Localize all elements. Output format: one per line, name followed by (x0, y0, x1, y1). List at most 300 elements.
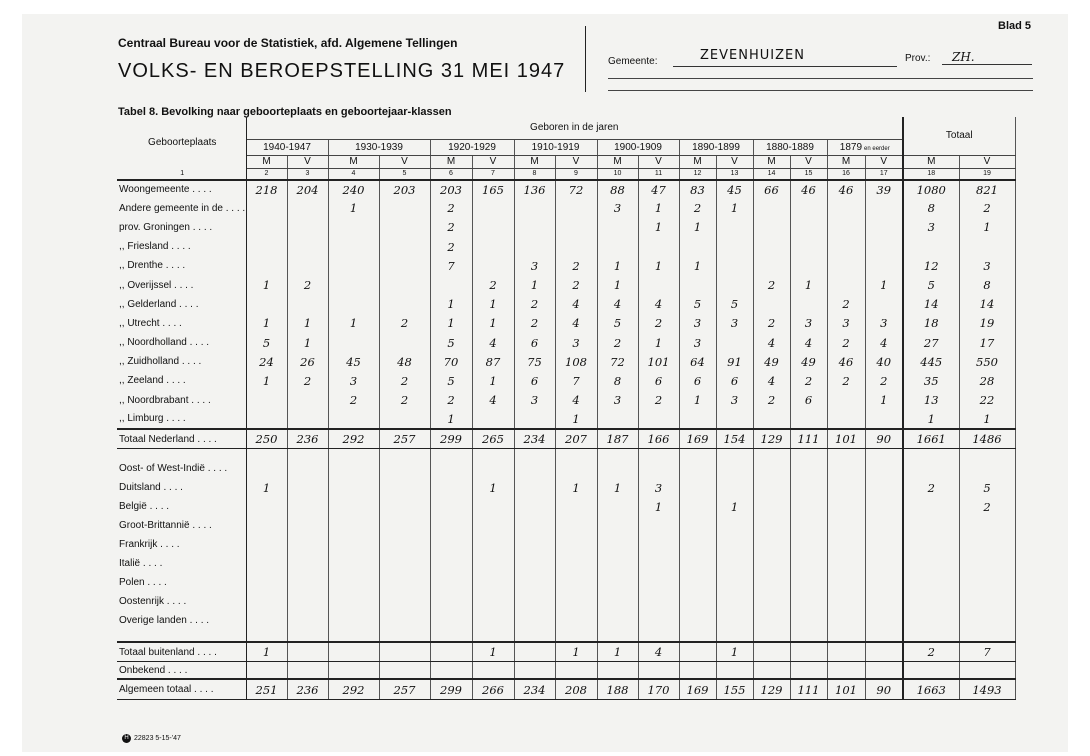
year-group-header (597, 139, 679, 155)
value-cell (379, 573, 430, 592)
value-cell: 6 (514, 371, 555, 390)
value-cell: 2 (287, 275, 328, 294)
value-cell: 266 (472, 679, 514, 699)
row-label (117, 429, 246, 449)
value-cell: 2 (430, 237, 472, 256)
value-cell (903, 554, 959, 573)
foreign-birthplace-row (117, 478, 1015, 497)
value-cell (472, 218, 514, 237)
value-cell: 2 (514, 314, 555, 333)
value-cell (287, 256, 328, 275)
value-cell (472, 592, 514, 611)
value-cell (379, 611, 430, 630)
value-cell (790, 661, 827, 679)
leader-dots: . . . . (194, 433, 217, 445)
value-cell (865, 611, 903, 630)
value-cell: 1 (246, 371, 287, 390)
row-label (117, 256, 246, 275)
column-number: 16 (827, 168, 865, 180)
value-cell (827, 573, 865, 592)
value-cell: 1 (959, 410, 1015, 429)
value-cell: 240 (328, 180, 379, 199)
value-cell (430, 554, 472, 573)
value-cell: 2 (679, 199, 716, 218)
value-cell: 299 (430, 429, 472, 449)
value-cell (679, 554, 716, 573)
value-cell: 1 (472, 478, 514, 497)
birthplace-row (117, 295, 1015, 314)
column-number: 5 (379, 168, 430, 180)
value-cell: 166 (638, 429, 679, 449)
value-cell (753, 554, 790, 573)
year-group-header (430, 139, 514, 155)
value-cell: 1 (430, 314, 472, 333)
row-label-text: ,, Limburg (119, 413, 164, 425)
header-divider (585, 26, 586, 92)
value-cell: 108 (555, 352, 597, 371)
row-label-text: Groot-Brittannië (119, 520, 190, 532)
column-number: 12 (679, 168, 716, 180)
value-cell (716, 478, 753, 497)
value-cell (246, 573, 287, 592)
value-cell: 1663 (903, 679, 959, 699)
value-cell (246, 516, 287, 535)
value-cell (865, 199, 903, 218)
value-cell: 1 (679, 391, 716, 410)
value-cell (287, 459, 328, 478)
gemeente-label: Gemeente: (608, 56, 658, 67)
value-cell (328, 459, 379, 478)
value-cell: 2 (555, 256, 597, 275)
value-cell: 14 (959, 295, 1015, 314)
column-number: 3 (287, 168, 328, 180)
value-cell: 3 (328, 371, 379, 390)
value-cell (753, 592, 790, 611)
value-cell: 1 (472, 642, 514, 661)
value-cell: 292 (328, 679, 379, 699)
year-group-header (514, 139, 597, 155)
value-cell (865, 459, 903, 478)
value-cell: 39 (865, 180, 903, 199)
value-cell: 169 (679, 429, 716, 449)
spacer-cell (716, 630, 753, 642)
value-cell (790, 199, 827, 218)
value-cell (865, 410, 903, 429)
value-cell (790, 478, 827, 497)
value-cell (827, 497, 865, 516)
value-cell: 35 (903, 371, 959, 390)
value-cell (638, 661, 679, 679)
spacer-cell (597, 449, 638, 460)
value-cell (430, 516, 472, 535)
value-cell: 1661 (903, 429, 959, 449)
value-cell: 1 (638, 333, 679, 352)
value-cell: 218 (246, 180, 287, 199)
row-label-text: Duitsland (119, 482, 161, 494)
value-cell (430, 661, 472, 679)
value-cell (472, 237, 514, 256)
value-cell (638, 275, 679, 294)
value-cell: 208 (555, 679, 597, 699)
value-cell (597, 573, 638, 592)
male-column-label: M (514, 155, 555, 168)
value-cell (514, 218, 555, 237)
value-cell (472, 497, 514, 516)
value-cell (753, 478, 790, 497)
value-cell: 2 (287, 371, 328, 390)
value-cell (328, 275, 379, 294)
value-cell (287, 592, 328, 611)
table-title: Tabel 8. Bevolking naar geboorteplaats en geboortejaar-klassen (118, 106, 452, 118)
value-cell (638, 459, 679, 478)
born-in-years-header: Geboren in de jaren (246, 117, 903, 139)
spacer-cell (959, 630, 1015, 642)
leader-dots: . . . . (159, 317, 182, 329)
value-cell (472, 410, 514, 429)
value-cell (379, 410, 430, 429)
female-column-label: V (790, 155, 827, 168)
value-cell (514, 199, 555, 218)
value-cell (555, 592, 597, 611)
value-cell: 2 (959, 497, 1015, 516)
value-cell (555, 516, 597, 535)
value-cell: 1 (246, 275, 287, 294)
value-cell (959, 554, 1015, 573)
value-cell: 2 (379, 314, 430, 333)
value-cell: 46 (790, 180, 827, 199)
male-column-label: M (827, 155, 865, 168)
value-cell: 2 (959, 199, 1015, 218)
spacer-cell (903, 630, 959, 642)
value-cell: 204 (287, 180, 328, 199)
value-cell (246, 391, 287, 410)
spacer-cell (865, 449, 903, 460)
value-cell (716, 573, 753, 592)
male-column-label: M (246, 155, 287, 168)
row-label (117, 592, 246, 611)
row-label (117, 516, 246, 535)
value-cell (679, 573, 716, 592)
foreign-birthplace-row (117, 535, 1015, 554)
spacer-row (117, 630, 1015, 642)
value-cell: 1 (472, 371, 514, 390)
value-cell (753, 573, 790, 592)
value-cell: 136 (514, 180, 555, 199)
value-cell (246, 295, 287, 314)
value-cell: 4 (753, 333, 790, 352)
value-cell (597, 592, 638, 611)
value-cell (430, 497, 472, 516)
value-cell: 207 (555, 429, 597, 449)
prov-value: ZH. (952, 50, 975, 64)
row-label (117, 218, 246, 237)
value-cell (679, 661, 716, 679)
value-cell: 1 (865, 275, 903, 294)
value-cell (827, 218, 865, 237)
year-group-label: 1910-1919 (531, 141, 580, 153)
value-cell: 187 (597, 429, 638, 449)
value-cell (472, 256, 514, 275)
value-cell: 1 (430, 410, 472, 429)
value-cell (430, 611, 472, 630)
value-cell (865, 592, 903, 611)
value-cell (287, 535, 328, 554)
value-cell (827, 199, 865, 218)
value-cell (865, 256, 903, 275)
value-cell (716, 218, 753, 237)
value-cell (679, 237, 716, 256)
prov-label: Prov.: (905, 53, 931, 64)
value-cell: 49 (753, 352, 790, 371)
value-cell (472, 535, 514, 554)
value-cell: 5 (597, 314, 638, 333)
value-cell (379, 516, 430, 535)
value-cell: 299 (430, 679, 472, 699)
year-group-label: 1880-1889 (766, 141, 814, 153)
male-column-label: M (903, 155, 959, 168)
value-cell: 1 (246, 314, 287, 333)
value-cell (827, 554, 865, 573)
value-cell (790, 573, 827, 592)
value-cell (246, 611, 287, 630)
value-cell: 1 (328, 199, 379, 218)
value-cell: 6 (679, 371, 716, 390)
value-cell: 3 (638, 478, 679, 497)
value-cell: 6 (514, 333, 555, 352)
leader-dots: . . . . (171, 279, 194, 291)
spacer-cell (638, 449, 679, 460)
value-cell: 24 (246, 352, 287, 371)
foreign-birthplace-row (117, 611, 1015, 630)
value-cell: 1080 (903, 180, 959, 199)
spacer-cell (514, 630, 555, 642)
value-cell: 13 (903, 391, 959, 410)
spacer-cell (555, 449, 597, 460)
column-number: 1 (117, 168, 246, 180)
value-cell: 1 (638, 199, 679, 218)
value-cell (472, 199, 514, 218)
value-cell (903, 592, 959, 611)
spacer-cell (679, 630, 716, 642)
value-cell (246, 459, 287, 478)
value-cell (638, 237, 679, 256)
male-column-label: M (430, 155, 472, 168)
value-cell (827, 661, 865, 679)
leader-dots: . . . . (191, 684, 214, 696)
value-cell (790, 554, 827, 573)
value-cell: 154 (716, 429, 753, 449)
value-cell (638, 611, 679, 630)
value-cell: 2 (597, 333, 638, 352)
female-column-label: V (287, 155, 328, 168)
blank-line-2 (608, 90, 1033, 91)
value-cell: 47 (638, 180, 679, 199)
leader-dots: . . . . (189, 520, 212, 532)
value-cell: 1 (638, 218, 679, 237)
row-label-text: Totaal Nederland (119, 433, 195, 445)
value-cell (638, 516, 679, 535)
value-cell: 2 (790, 371, 827, 390)
value-cell: 5 (903, 275, 959, 294)
spacer-cell (753, 449, 790, 460)
value-cell (903, 535, 959, 554)
value-cell (328, 478, 379, 497)
row-label-text: België (119, 501, 147, 513)
value-cell (430, 459, 472, 478)
birthplace-row (117, 180, 1015, 199)
value-cell: 1 (328, 314, 379, 333)
value-cell (379, 554, 430, 573)
value-cell (328, 218, 379, 237)
value-cell: 445 (903, 352, 959, 371)
value-cell (246, 410, 287, 429)
value-cell: 169 (679, 679, 716, 699)
census-table (117, 117, 1016, 700)
value-cell: 83 (679, 180, 716, 199)
value-cell: 6 (790, 391, 827, 410)
value-cell (430, 275, 472, 294)
column-number: 18 (903, 168, 959, 180)
value-cell (555, 237, 597, 256)
value-cell (287, 295, 328, 314)
value-cell: 4 (865, 333, 903, 352)
spacer-cell (865, 630, 903, 642)
value-cell (827, 459, 865, 478)
value-cell: 4 (472, 391, 514, 410)
print-code-text: 22823 5-15-'47 (134, 735, 181, 742)
leader-dots: . . . . (204, 463, 228, 475)
value-cell (679, 516, 716, 535)
year-group-label: 1940-1947 (263, 141, 311, 153)
female-column-label: V (865, 155, 903, 168)
female-column-label: V (555, 155, 597, 168)
column-number: 4 (328, 168, 379, 180)
value-cell (753, 535, 790, 554)
value-cell: 4 (555, 314, 597, 333)
value-cell (430, 592, 472, 611)
spacer-cell (246, 449, 287, 460)
value-cell: 2 (379, 391, 430, 410)
row-label (117, 410, 246, 429)
spacer-cell (597, 630, 638, 642)
year-group-header (827, 139, 903, 155)
value-cell (472, 573, 514, 592)
spacer-cell (679, 449, 716, 460)
value-cell: 64 (679, 352, 716, 371)
value-cell: 3 (679, 314, 716, 333)
row-label (117, 180, 246, 199)
year-group-label: 1930-1939 (355, 141, 403, 153)
value-cell: 48 (379, 352, 430, 371)
value-cell (716, 592, 753, 611)
value-cell (379, 478, 430, 497)
printer-seal-icon: H (122, 734, 131, 743)
value-cell: 27 (903, 333, 959, 352)
value-cell (246, 256, 287, 275)
value-cell (827, 256, 865, 275)
row-label (117, 459, 246, 478)
value-cell: 4 (555, 391, 597, 410)
value-cell (328, 295, 379, 314)
value-cell (555, 497, 597, 516)
value-cell (790, 642, 827, 661)
value-cell: 1 (903, 410, 959, 429)
value-cell: 19 (959, 314, 1015, 333)
value-cell (287, 199, 328, 218)
row-label-text: Andere gemeente in de (119, 202, 223, 214)
value-cell: 3 (514, 256, 555, 275)
value-cell (514, 661, 555, 679)
value-cell: 7 (555, 371, 597, 390)
value-cell: 2 (430, 391, 472, 410)
value-cell (638, 592, 679, 611)
value-cell: 236 (287, 679, 328, 699)
spacer-cell (117, 449, 246, 460)
value-cell: 2 (827, 333, 865, 352)
value-cell (555, 459, 597, 478)
value-cell (753, 459, 790, 478)
value-cell: 5 (430, 371, 472, 390)
spacer-cell (903, 449, 959, 460)
grand-total-row (117, 679, 1015, 699)
form-print-code (122, 734, 181, 743)
value-cell (379, 459, 430, 478)
value-cell: 257 (379, 679, 430, 699)
value-cell (827, 478, 865, 497)
value-cell (716, 516, 753, 535)
value-cell (287, 478, 328, 497)
value-cell: 8 (903, 199, 959, 218)
value-cell: 3 (716, 391, 753, 410)
value-cell (597, 554, 638, 573)
row-label (117, 573, 246, 592)
row-label (117, 661, 246, 679)
value-cell: 87 (472, 352, 514, 371)
value-cell: 5 (430, 333, 472, 352)
value-cell (790, 535, 827, 554)
value-cell (328, 535, 379, 554)
spacer-cell (716, 449, 753, 460)
value-cell: 203 (379, 180, 430, 199)
female-column-label: V (959, 155, 1015, 168)
leader-dots: . . . . (164, 596, 187, 608)
value-cell (379, 218, 430, 237)
birthplace-row (117, 333, 1015, 352)
row-label-text: Woongemeente (119, 184, 190, 196)
value-cell (597, 497, 638, 516)
leader-dots: . . . . (157, 539, 180, 551)
value-cell: 2 (430, 199, 472, 218)
spacer-cell (287, 630, 328, 642)
value-cell: 3 (555, 333, 597, 352)
value-cell (827, 237, 865, 256)
row-label-text: ,, Noordholland (119, 337, 187, 349)
value-cell: 4 (472, 333, 514, 352)
leader-dots: . . . . (186, 615, 210, 627)
value-cell (865, 295, 903, 314)
value-cell (379, 333, 430, 352)
foreign-birthplace-row (117, 573, 1015, 592)
value-cell (555, 535, 597, 554)
value-cell (514, 554, 555, 573)
value-cell (246, 237, 287, 256)
organization-heading: Centraal Bureau voor de Statistiek, afd. Algemene Tellingen (118, 36, 458, 50)
value-cell: 170 (638, 679, 679, 699)
value-cell (328, 661, 379, 679)
leader-dots: . . . . (189, 184, 212, 196)
leader-dots: . . . . (163, 413, 186, 425)
row-label-text: ,, Zuidholland (119, 356, 180, 368)
